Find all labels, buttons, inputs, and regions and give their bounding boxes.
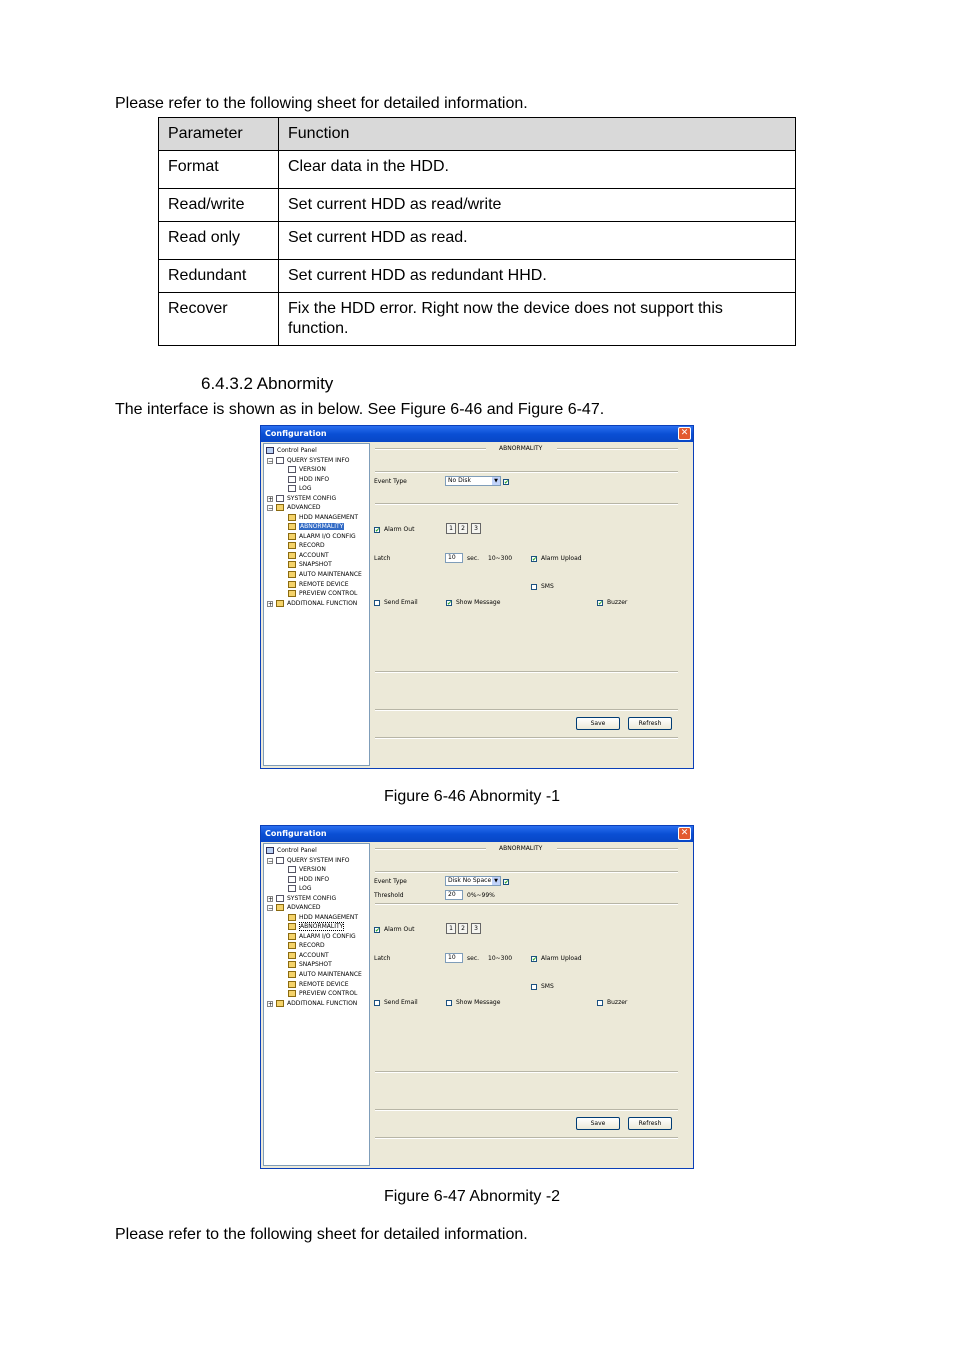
send-email-checkbox[interactable]: Send Email (374, 598, 418, 607)
folder-icon (288, 571, 296, 578)
nav-tree (263, 443, 370, 766)
latch-input[interactable]: 10 (445, 553, 463, 563)
event-type-label: Event Type (374, 878, 407, 885)
tree-item-log[interactable]: LOG (288, 884, 312, 893)
alarm-upload-checkbox[interactable]: ✔ Alarm Upload (532, 555, 582, 563)
tree-item-advanced[interactable]: ADVANCED (276, 503, 321, 512)
figure-caption: Figure 6-47 Abnormity -2 (384, 1188, 561, 1205)
folder-icon (288, 533, 296, 540)
panel-title: ABNORMALITY (499, 445, 543, 452)
save-button[interactable]: Save (576, 1117, 620, 1130)
info-icon (276, 457, 284, 464)
tree-item-remote-device[interactable]: REMOTE DEVICE (288, 980, 349, 989)
collapse-icon[interactable]: − (268, 905, 274, 912)
folder-icon (288, 514, 296, 521)
tree-item-control-panel[interactable]: Control Panel (266, 846, 317, 855)
alarm-out-3-button[interactable]: 3 (471, 523, 481, 534)
expand-icon[interactable]: + (268, 496, 274, 503)
config-window-fig1 (260, 425, 694, 769)
tree-item-abnormality[interactable]: ABNORMALITY (288, 922, 344, 931)
config-window-fig2 (260, 825, 694, 1169)
sms-checkbox[interactable]: SMS (531, 582, 554, 591)
param-cell: Format (159, 151, 279, 189)
latch-unit: sec. (467, 955, 480, 962)
document-icon (288, 876, 296, 883)
tree-item-alarm-io-config[interactable]: ALARM I/O CONFIG (288, 932, 356, 941)
alarm-out-1-button[interactable]: 1 (446, 923, 456, 934)
expand-icon[interactable]: + (268, 601, 274, 608)
function-cell: Set current HDD as redundant HHD. (279, 260, 796, 293)
figure-caption: Figure 6-46 Abnormity -1 (384, 788, 561, 805)
tree-item-preview-control[interactable]: PREVIEW CONTROL (288, 989, 357, 998)
tree-item-hdd-management[interactable]: HDD MANAGEMENT (288, 513, 358, 522)
sms-checkbox[interactable]: SMS (531, 982, 554, 991)
collapse-icon[interactable]: − (268, 505, 274, 512)
event-enable-checkbox[interactable]: ✔ (504, 478, 510, 486)
nav-tree (263, 843, 370, 1166)
latch-label: Latch (374, 955, 391, 962)
alarm-out-checkbox[interactable]: ✔ Alarm Out (375, 926, 415, 934)
show-message-checkbox[interactable]: Show Message (446, 998, 500, 1007)
parameter-table (158, 117, 796, 346)
folder-icon (288, 590, 296, 597)
folder-icon (276, 600, 284, 607)
tree-item-snapshot[interactable]: SNAPSHOT (288, 960, 332, 969)
settings-icon (276, 895, 284, 902)
document-icon (288, 885, 296, 892)
info-icon (276, 857, 284, 864)
tree-item-account[interactable]: ACCOUNT (288, 551, 329, 560)
window-titlebar: Configuration (261, 426, 693, 442)
send-email-checkbox[interactable]: Send Email (374, 998, 418, 1007)
alarm-out-3-button[interactable]: 3 (471, 923, 481, 934)
param-cell: Read only (159, 222, 279, 260)
alarm-out-2-button[interactable]: 2 (458, 523, 468, 534)
buzzer-checkbox[interactable]: Buzzer (597, 998, 627, 1007)
close-icon[interactable]: ✕ (678, 827, 691, 840)
event-enable-checkbox[interactable]: ✔ (504, 878, 510, 886)
tree-item-log[interactable]: LOG (288, 484, 312, 493)
latch-range: 10~300 (488, 955, 513, 962)
tree-item-system-config[interactable]: SYSTEM CONFIG (276, 894, 336, 903)
section-text: The interface is shown as in below. See Figure 6-46 and Figure 6-47. (115, 401, 605, 418)
document-icon (288, 485, 296, 492)
tree-item-abnormality[interactable]: ABNORMALITY (288, 522, 344, 531)
tree-item-advanced[interactable]: ADVANCED (276, 903, 321, 912)
collapse-icon[interactable]: − (268, 858, 274, 865)
latch-unit: sec. (467, 555, 480, 562)
document-icon (288, 476, 296, 483)
alarm-out-checkbox[interactable]: ✔ Alarm Out (375, 526, 415, 534)
tree-item-additional-function[interactable]: ADDITIONAL FUNCTION (276, 599, 357, 608)
show-message-checkbox[interactable]: ✔ Show Message (447, 599, 501, 607)
window-titlebar: Configuration (261, 826, 693, 842)
tree-item-control-panel[interactable]: Control Panel (266, 446, 317, 455)
close-icon[interactable]: ✕ (678, 427, 691, 440)
alarm-upload-checkbox[interactable]: ✔ Alarm Upload (532, 955, 582, 963)
table-row (159, 189, 796, 222)
collapse-icon[interactable]: − (268, 458, 274, 465)
alarm-out-1-button[interactable]: 1 (446, 523, 456, 534)
expand-icon[interactable]: + (268, 896, 274, 903)
panel-title: ABNORMALITY (499, 845, 543, 852)
intro-text: Please refer to the following sheet for detailed information. (115, 95, 528, 112)
computer-icon (266, 447, 274, 454)
table-header-row (159, 118, 796, 151)
tree-item-query-system-info[interactable]: QUERY SYSTEM INFO (276, 856, 350, 865)
chevron-down-icon: ▼ (492, 477, 500, 485)
folder-icon (288, 981, 296, 988)
folder-icon (288, 561, 296, 568)
folder-icon (288, 581, 296, 588)
table-row (159, 222, 796, 260)
function-cell: Set current HDD as read. (279, 222, 796, 260)
function-cell: Fix the HDD error. Right now the device does not support this function. (279, 293, 796, 346)
section-heading: 6.4.3.2 Abnormity (201, 374, 334, 393)
refresh-button[interactable]: Refresh (628, 717, 672, 730)
event-type-select[interactable]: Disk No Space ▼ (445, 876, 501, 886)
abnormality-panel (371, 843, 691, 1166)
tree-item-snapshot[interactable]: SNAPSHOT (288, 560, 332, 569)
latch-label: Latch (374, 555, 391, 562)
tree-item-hdd-info[interactable]: HDD INFO (288, 875, 329, 884)
folder-icon (288, 952, 296, 959)
alarm-out-2-button[interactable]: 2 (458, 923, 468, 934)
tree-item-alarm-io-config[interactable]: ALARM I/O CONFIG (288, 532, 356, 541)
tools-icon (276, 904, 284, 911)
refresh-button[interactable]: Refresh (628, 1117, 672, 1130)
outro-text: Please refer to the following sheet for detailed information. (115, 1226, 528, 1243)
folder-icon (288, 990, 296, 997)
tree-item-preview-control[interactable]: PREVIEW CONTROL (288, 589, 357, 598)
tree-item-version[interactable]: VERSION (288, 865, 326, 874)
folder-icon (288, 971, 296, 978)
tree-item-record[interactable]: RECORD (288, 941, 325, 950)
latch-input[interactable]: 10 (445, 953, 463, 963)
param-cell: Recover (159, 293, 279, 346)
tree-item-additional-function[interactable]: ADDITIONAL FUNCTION (276, 999, 357, 1008)
tree-item-record[interactable]: RECORD (288, 541, 325, 550)
buzzer-checkbox[interactable]: ✔ Buzzer (598, 599, 628, 607)
event-type-select[interactable]: No Disk ▼ (445, 476, 501, 486)
folder-icon (276, 1000, 284, 1007)
param-cell: Redundant (159, 260, 279, 293)
tree-item-system-config[interactable]: SYSTEM CONFIG (276, 494, 336, 503)
folder-icon (288, 933, 296, 940)
table-row (159, 151, 796, 189)
expand-icon[interactable]: + (268, 1001, 274, 1008)
tools-icon (276, 504, 284, 511)
threshold-range: 0%~99% (467, 892, 495, 899)
document-icon (288, 466, 296, 473)
folder-icon (288, 961, 296, 968)
folder-icon (288, 552, 296, 559)
chevron-down-icon: ▼ (492, 877, 500, 885)
abnormality-panel (371, 443, 691, 766)
folder-icon (288, 923, 296, 930)
header-parameter: Parameter (159, 118, 279, 151)
param-cell: Read/write (159, 189, 279, 222)
folder-icon (288, 523, 296, 530)
table-row (159, 260, 796, 293)
folder-icon (288, 542, 296, 549)
settings-icon (276, 495, 284, 502)
tree-item-remote-device[interactable]: REMOTE DEVICE (288, 580, 349, 589)
tree-item-auto-maintenance[interactable]: AUTO MAINTENANCE (288, 970, 362, 979)
latch-range: 10~300 (488, 555, 513, 562)
document-icon (288, 866, 296, 873)
threshold-input[interactable]: 20 (445, 890, 463, 900)
save-button[interactable]: Save (576, 717, 620, 730)
header-function: Function (279, 118, 796, 151)
table-row (159, 293, 796, 346)
event-type-label: Event Type (374, 478, 407, 485)
folder-icon (288, 942, 296, 949)
tree-item-hdd-info[interactable]: HDD INFO (288, 475, 329, 484)
folder-icon (288, 914, 296, 921)
tree-item-account[interactable]: ACCOUNT (288, 951, 329, 960)
threshold-label: Threshold (374, 892, 404, 899)
function-cell: Set current HDD as read/write (279, 189, 796, 222)
tree-item-query-system-info[interactable]: QUERY SYSTEM INFO (276, 456, 350, 465)
function-cell: Clear data in the HDD. (279, 151, 796, 189)
tree-item-auto-maintenance[interactable]: AUTO MAINTENANCE (288, 570, 362, 579)
tree-item-version[interactable]: VERSION (288, 465, 326, 474)
computer-icon (266, 847, 274, 854)
tree-item-hdd-management[interactable]: HDD MANAGEMENT (288, 913, 358, 922)
